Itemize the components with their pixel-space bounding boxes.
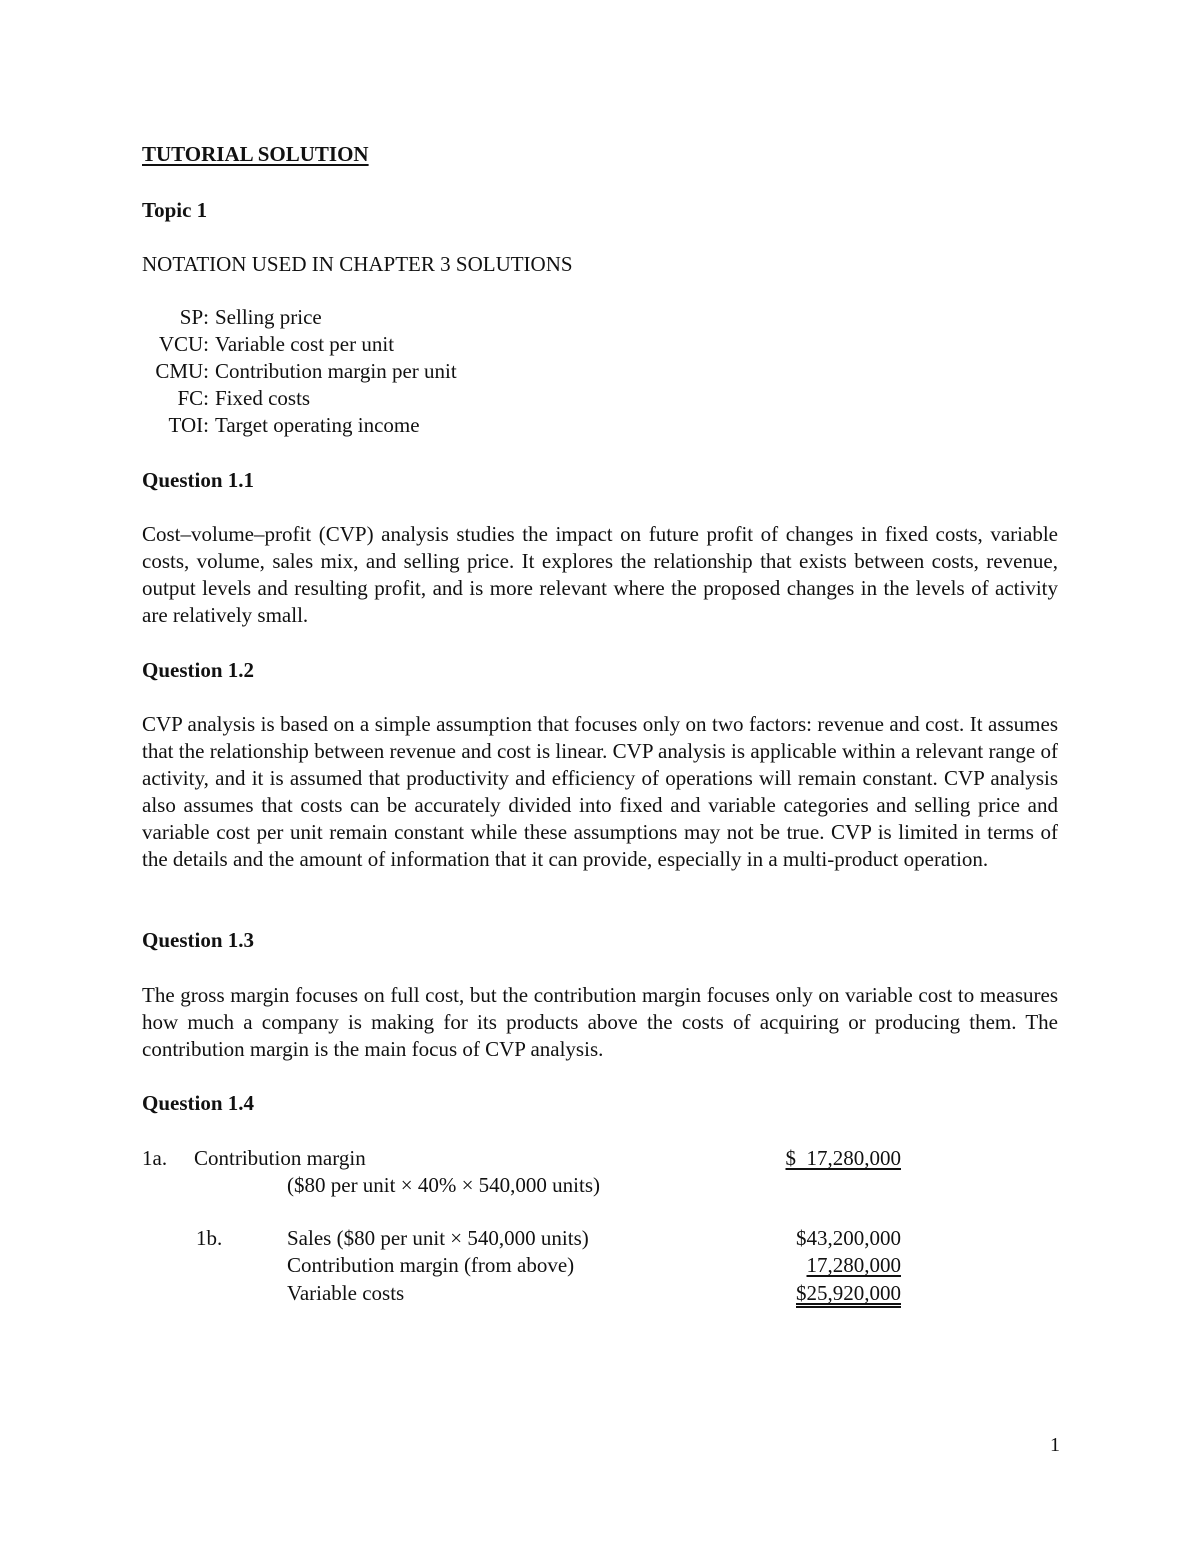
question-1-1-answer: Cost–volume–profit (CVP) analysis studies the impact on future profit of changes in fixed costs, variable costs, volume, sales mix, and selling price. It explores the relationship that exists between costs, revenue, output levels and resulting profit, and is more relevant where the proposed changes in the levels of activity are relatively small. (142, 522, 1058, 627)
part-1a-item: Contribution margin (194, 1146, 366, 1170)
part-1b-item: Sales ($80 per unit × 540,000 units) (287, 1226, 589, 1250)
question-1-4-heading: Question 1.4 (142, 1091, 255, 1115)
part-1b-item: Contribution margin (from above) (287, 1253, 575, 1277)
notation-definition: Variable cost per unit (215, 332, 395, 356)
question-1-2-answer: CVP analysis is based on a simple assumption that focuses only on two factors: revenue and cost. It assumes that the relationship between revenue and cost is linear. CVP analysis is applicable within a relevant range of activity, and it is assumed that productivity and efficiency of operations will remain constant. CVP analysis also assumes that costs can be accurately divided into fixed and variable categories and selling price and variable cost per unit remain constant while these assumptions may not be true. CVP is limited in terms of the details and the amount of information that it can provide, especially in a multi-product operation. (142, 712, 1058, 871)
notation-definition: Selling price (215, 305, 322, 329)
notation-abbr: VCU: (158, 332, 209, 356)
notation-abbr: CMU: (155, 359, 209, 383)
notation-definition: Fixed costs (215, 386, 311, 410)
part-1b-amount: 17,280,000 (806, 1253, 901, 1277)
notation-definition: Target operating income (215, 413, 420, 437)
question-1-3-heading: Question 1.3 (142, 928, 255, 952)
question-1-2-heading: Question 1.2 (142, 658, 255, 682)
notation-row (140, 412, 640, 439)
notation-row (140, 304, 640, 331)
question-1-3-answer: The gross margin focuses on full cost, but the contribution margin focuses only on variable cost to measures how much a company is making for its products above the costs of acquiring or producing them. The contribution margin is the main focus of CVP analysis. (142, 983, 1058, 1061)
part-1b-total-amount: $25,920,000 (796, 1281, 901, 1305)
part-1b-label: 1b. (196, 1226, 223, 1250)
notation-list (140, 304, 640, 439)
notation-abbr: TOI: (168, 413, 209, 437)
notation-abbr: SP: (179, 305, 209, 329)
notation-row (140, 331, 640, 358)
notation-abbr: FC: (177, 386, 209, 410)
question-1-1-heading: Question 1.1 (142, 468, 255, 492)
document-title: TUTORIAL SOLUTION (142, 142, 369, 166)
notation-definition: Contribution margin per unit (215, 359, 457, 383)
topic-heading: Topic 1 (142, 198, 208, 222)
notation-row (140, 385, 640, 412)
notation-heading: NOTATION USED IN CHAPTER 3 SOLUTIONS (142, 252, 573, 276)
part-1a-label: 1a. (142, 1146, 168, 1170)
page-number: 1 (1050, 1434, 1060, 1456)
part-1a-calculation: ($80 per unit × 40% × 540,000 units) (287, 1173, 600, 1197)
part-1b-amount: $43,200,000 (796, 1226, 901, 1250)
notation-row (140, 358, 640, 385)
part-1a-amount: $ 17,280,000 (785, 1146, 901, 1170)
part-1b-item: Variable costs (287, 1281, 405, 1305)
